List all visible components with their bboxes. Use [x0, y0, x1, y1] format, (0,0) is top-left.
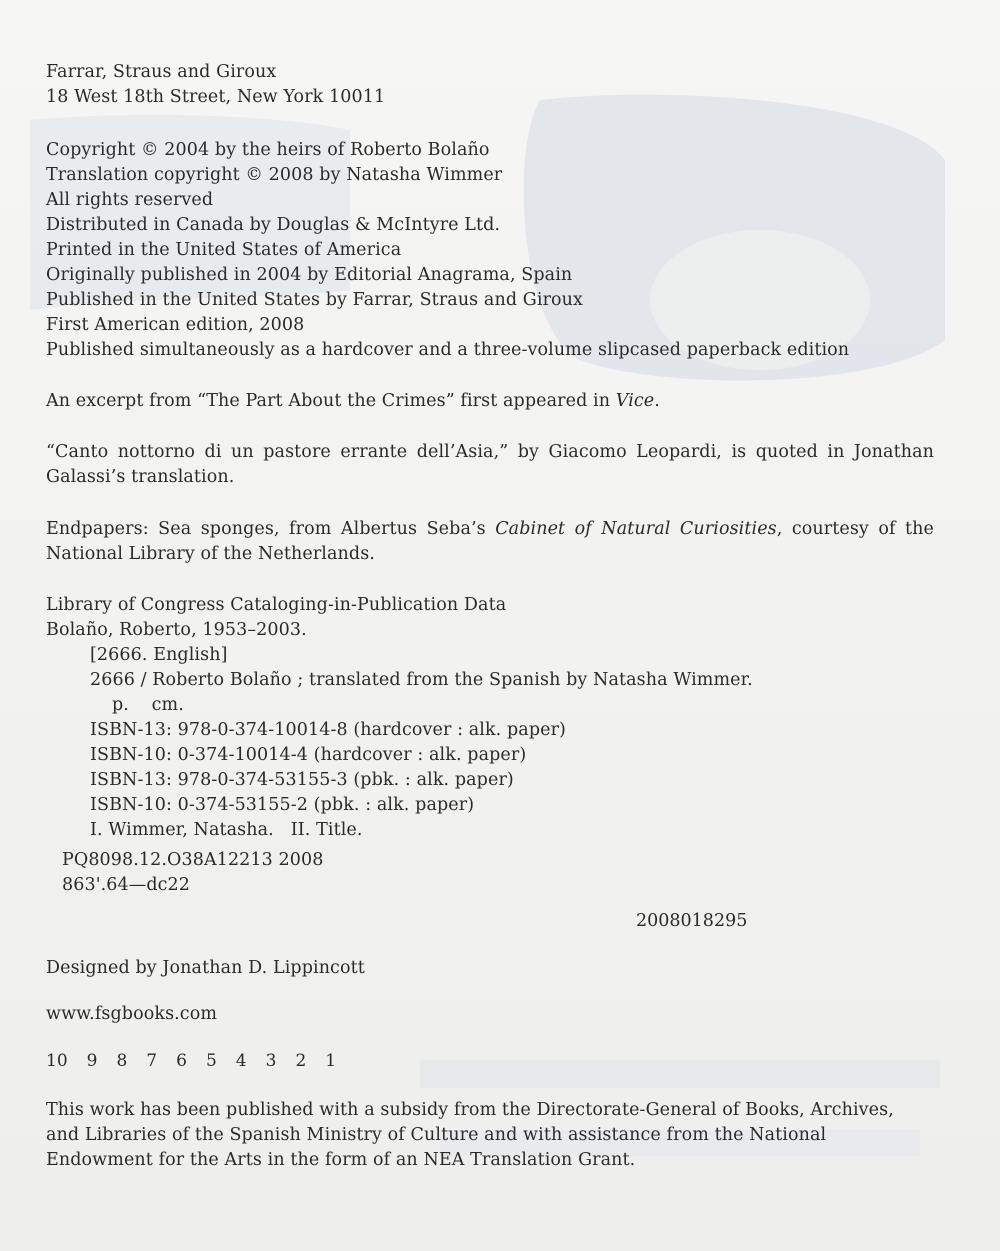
cip-lccn: 2008018295: [636, 911, 748, 931]
printing-number: 4: [235, 1051, 247, 1071]
printing-number: 9: [86, 1051, 98, 1071]
endpapers-suffix: , courtesy of the National Library of the Netherlands.: [46, 519, 934, 564]
cip-lc-class: PQ8098.12.O38A12213 2008: [62, 850, 324, 870]
printing-number: 2: [295, 1051, 307, 1071]
rights-line: Translation copyright © 2008 by Natasha Wimmer: [46, 165, 503, 185]
cip-tracings: I. Wimmer, Natasha. II. Title.: [90, 820, 363, 840]
subsidy-note: This work has been published with a subsidy from the Directorate-General of Books, Archives, and Libraries of the Spanish Ministry of Culture and with assistance from the National Endowment for the Arts in the form of an NEA Translation Grant.: [46, 1100, 894, 1170]
rights-line: Printed in the United States of America: [46, 240, 402, 260]
website-link[interactable]: www.fsgbooks.com: [46, 1004, 218, 1024]
rights-line: Published simultaneously as a hardcover and a three-volume slipcased paperback edition: [46, 340, 850, 360]
printing-number: 6: [176, 1051, 187, 1071]
cip-isbn: ISBN-13: 978-0-374-10014-8 (hardcover : alk. paper): [90, 720, 566, 740]
printing-number: 10: [46, 1051, 68, 1071]
rights-line: Published in the United States by Farrar, Straus and Giroux: [46, 290, 584, 310]
publisher-address: 18 West 18th Street, New York 10011: [46, 87, 386, 107]
rights-block: [46, 138, 936, 363]
cip-heading: Library of Congress Cataloging-in-Publication Data: [46, 595, 507, 615]
excerpt-note: [46, 389, 936, 414]
rights-line: Originally published in 2004 by Editorial Anagrama, Spain: [46, 265, 573, 285]
excerpt-magazine: Vice: [615, 391, 655, 411]
cip-isbn: ISBN-13: 978-0-374-53155-3 (pbk. : alk. paper): [90, 770, 514, 790]
printing-line: [46, 1051, 355, 1071]
cip-isbn: ISBN-10: 0-374-10014-4 (hardcover : alk. paper): [90, 745, 527, 765]
endpapers-title: Cabinet of Natural Curiosities: [495, 519, 777, 539]
cip-title-statement: 2666 / Roberto Bolaño ; translated from the Spanish by Natasha Wimmer.: [90, 670, 753, 690]
rights-line: First American edition, 2008: [46, 315, 305, 335]
excerpt-suffix: .: [654, 391, 660, 411]
printing-number: 8: [116, 1051, 128, 1071]
designer-credit: Designed by Jonathan D. Lippincott: [46, 958, 365, 978]
printing-number: 5: [205, 1051, 217, 1071]
cip-dewey: 863'.64—dc22: [62, 875, 191, 895]
printing-number: 7: [146, 1051, 158, 1071]
printing-number: 3: [265, 1051, 277, 1071]
endpapers-note: [46, 517, 934, 567]
rights-line: Copyright © 2004 by the heirs of Roberto Bolaño: [46, 140, 490, 160]
cip-isbn: ISBN-10: 0-374-53155-2 (pbk. : alk. paper): [90, 795, 475, 815]
cip-uniform-title: [2666. English]: [90, 645, 228, 665]
publisher-block: [46, 60, 936, 110]
printing-number: 1: [325, 1051, 337, 1071]
quote-note: “Canto nottorno di un pastore errante dell’Asia,” by Giacomo Leopardi, is quoted in Jonathan Galassi’s translation.: [46, 442, 934, 487]
cip-block: [46, 593, 936, 898]
rights-line: All rights reserved: [46, 190, 214, 210]
endpapers-prefix: Endpapers: Sea sponges, from Albertus Seba’s: [46, 519, 496, 539]
publisher-name: Farrar, Straus and Giroux: [46, 62, 277, 82]
cip-physical: p. cm.: [112, 695, 184, 715]
cip-author: Bolaño, Roberto, 1953–2003.: [46, 620, 307, 640]
rights-line: Distributed in Canada by Douglas & McIntyre Ltd.: [46, 215, 501, 235]
excerpt-prefix: An excerpt from “The Part About the Crimes” first appeared in: [46, 391, 616, 411]
